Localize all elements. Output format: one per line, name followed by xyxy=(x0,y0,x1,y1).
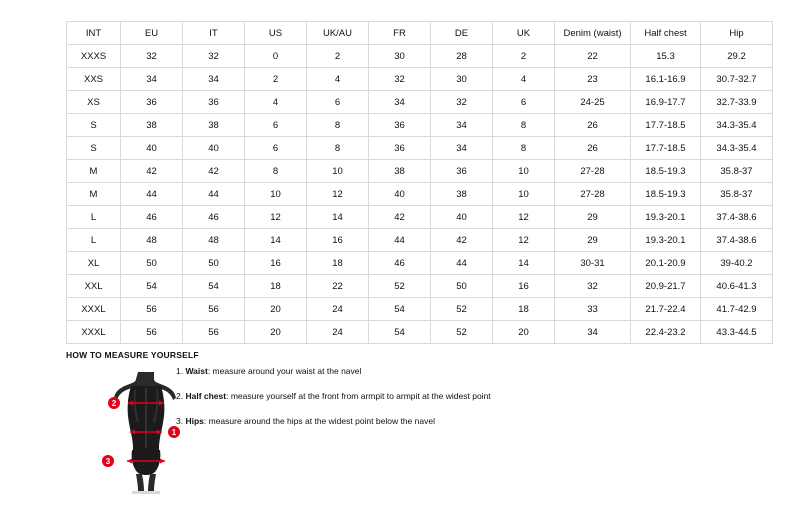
cell-int: XL xyxy=(67,252,121,275)
column-header-denim-waist: Denim (waist) xyxy=(555,22,631,45)
cell-hip: 34.3-35.4 xyxy=(701,137,773,160)
cell-uk-au: 18 xyxy=(307,252,369,275)
cell-it: 36 xyxy=(183,91,245,114)
cell-hip: 34.3-35.4 xyxy=(701,114,773,137)
hip-arrow-left xyxy=(127,459,132,464)
cell-fr: 44 xyxy=(369,229,431,252)
cell-denim-waist: 27-28 xyxy=(555,183,631,206)
cell-de: 50 xyxy=(431,275,493,298)
cell-int: S xyxy=(67,137,121,160)
cell-uk-au: 24 xyxy=(307,321,369,344)
cell-it: 32 xyxy=(183,45,245,68)
cell-it: 48 xyxy=(183,229,245,252)
cell-half-chest: 16.1-16.9 xyxy=(631,68,701,91)
table-row xyxy=(67,137,773,160)
cell-eu: 42 xyxy=(121,160,183,183)
cell-eu: 56 xyxy=(121,321,183,344)
cell-us: 16 xyxy=(245,252,307,275)
cell-int: S xyxy=(67,114,121,137)
table-row xyxy=(67,160,773,183)
badge-2-half-chest xyxy=(108,397,120,409)
cell-de: 34 xyxy=(431,137,493,160)
cell-uk: 18 xyxy=(493,298,555,321)
step-text: : measure around your waist at the navel xyxy=(207,366,362,376)
cell-denim-waist: 32 xyxy=(555,275,631,298)
cell-eu: 44 xyxy=(121,183,183,206)
cell-eu: 46 xyxy=(121,206,183,229)
cell-half-chest: 21.7-22.4 xyxy=(631,298,701,321)
cell-half-chest: 18.5-19.3 xyxy=(631,183,701,206)
cell-uk: 4 xyxy=(493,68,555,91)
cell-fr: 40 xyxy=(369,183,431,206)
step-number: 1. xyxy=(176,366,184,376)
cell-us: 20 xyxy=(245,298,307,321)
cell-it: 56 xyxy=(183,298,245,321)
cell-uk: 12 xyxy=(493,206,555,229)
cell-de: 52 xyxy=(431,321,493,344)
svg-text:1: 1 xyxy=(171,428,177,437)
cell-denim-waist: 30-31 xyxy=(555,252,631,275)
cell-half-chest: 19.3-20.1 xyxy=(631,229,701,252)
cell-half-chest: 18.5-19.3 xyxy=(631,160,701,183)
cell-uk-au: 6 xyxy=(307,91,369,114)
step-text: : measure around the hips at the widest point below the navel xyxy=(203,415,435,426)
column-header-uk: UK xyxy=(493,22,555,45)
cell-uk-au: 8 xyxy=(307,137,369,160)
column-header-half-chest: Half chest xyxy=(631,22,701,45)
cell-int: XXXL xyxy=(67,298,121,321)
cell-eu: 50 xyxy=(121,252,183,275)
cell-half-chest: 17.7-18.5 xyxy=(631,137,701,160)
table-row xyxy=(67,68,773,91)
cell-us: 0 xyxy=(245,45,307,68)
cell-fr: 36 xyxy=(369,114,431,137)
cell-half-chest: 20.1-20.9 xyxy=(631,252,701,275)
cell-half-chest: 16.9-17.7 xyxy=(631,91,701,114)
column-header-de: DE xyxy=(431,22,493,45)
cell-eu: 36 xyxy=(121,91,183,114)
step-text: : measure yourself at the front from armpit to armpit at the widest point xyxy=(226,390,491,401)
cell-it: 34 xyxy=(183,68,245,91)
cell-us: 10 xyxy=(245,183,307,206)
measure-step-half-chest xyxy=(176,391,596,403)
column-header-hip: Hip xyxy=(701,22,773,45)
cell-us: 6 xyxy=(245,114,307,137)
svg-text:2: 2 xyxy=(111,399,117,408)
cell-half-chest: 17.7-18.5 xyxy=(631,114,701,137)
cell-de: 34 xyxy=(431,114,493,137)
cell-int: XXL xyxy=(67,275,121,298)
cell-uk-au: 10 xyxy=(307,160,369,183)
cell-hip: 37.4-38.6 xyxy=(701,206,773,229)
cell-hip: 37.4-38.6 xyxy=(701,229,773,252)
cell-uk-au: 14 xyxy=(307,206,369,229)
cell-uk: 16 xyxy=(493,275,555,298)
table-row xyxy=(67,114,773,137)
cell-it: 44 xyxy=(183,183,245,206)
cell-eu: 40 xyxy=(121,137,183,160)
cell-fr: 32 xyxy=(369,68,431,91)
cell-hip: 35.8-37 xyxy=(701,183,773,206)
cell-half-chest: 15.3 xyxy=(631,45,701,68)
table-row xyxy=(67,252,773,275)
cell-int: M xyxy=(67,183,121,206)
cell-uk-au: 8 xyxy=(307,114,369,137)
measure-step-hips xyxy=(176,416,596,428)
cell-denim-waist: 29 xyxy=(555,206,631,229)
cell-int: XXXL xyxy=(67,321,121,344)
table-row xyxy=(67,45,773,68)
cell-eu: 32 xyxy=(121,45,183,68)
cell-us: 2 xyxy=(245,68,307,91)
cell-de: 36 xyxy=(431,160,493,183)
cell-uk: 12 xyxy=(493,229,555,252)
cell-fr: 52 xyxy=(369,275,431,298)
cell-de: 44 xyxy=(431,252,493,275)
cell-it: 54 xyxy=(183,275,245,298)
cell-int: XXS xyxy=(67,68,121,91)
measure-steps-list xyxy=(176,366,596,441)
column-header-fr: FR xyxy=(369,22,431,45)
cell-uk-au: 22 xyxy=(307,275,369,298)
cell-de: 30 xyxy=(431,68,493,91)
cell-us: 6 xyxy=(245,137,307,160)
cell-uk-au: 2 xyxy=(307,45,369,68)
measure-step-waist xyxy=(176,366,596,378)
cell-fr: 54 xyxy=(369,298,431,321)
how-to-measure-title: HOW TO MEASURE YOURSELF xyxy=(66,350,199,360)
cell-fr: 46 xyxy=(369,252,431,275)
cell-fr: 54 xyxy=(369,321,431,344)
cell-int: XXXS xyxy=(67,45,121,68)
cell-uk: 10 xyxy=(493,160,555,183)
cell-us: 20 xyxy=(245,321,307,344)
size-chart-table xyxy=(66,21,773,344)
table-row xyxy=(67,229,773,252)
table-row xyxy=(67,298,773,321)
table-row xyxy=(67,91,773,114)
cell-us: 18 xyxy=(245,275,307,298)
cell-eu: 38 xyxy=(121,114,183,137)
cell-de: 42 xyxy=(431,229,493,252)
cell-hip: 39-40.2 xyxy=(701,252,773,275)
badge-3-hips xyxy=(102,455,114,467)
step-term: Waist xyxy=(185,366,208,376)
cell-denim-waist: 26 xyxy=(555,114,631,137)
table-row xyxy=(67,183,773,206)
column-header-int: INT xyxy=(67,22,121,45)
cell-fr: 36 xyxy=(369,137,431,160)
cell-denim-waist: 29 xyxy=(555,229,631,252)
column-header-eu: EU xyxy=(121,22,183,45)
cell-de: 38 xyxy=(431,183,493,206)
cell-it: 38 xyxy=(183,114,245,137)
cell-denim-waist: 23 xyxy=(555,68,631,91)
svg-text:3: 3 xyxy=(105,457,111,466)
cell-eu: 34 xyxy=(121,68,183,91)
cell-fr: 38 xyxy=(369,160,431,183)
cell-hip: 29.2 xyxy=(701,45,773,68)
cell-int: L xyxy=(67,229,121,252)
cell-it: 50 xyxy=(183,252,245,275)
table-header-row xyxy=(67,22,773,45)
cell-hip: 43.3-44.5 xyxy=(701,321,773,344)
cell-half-chest: 22.4-23.2 xyxy=(631,321,701,344)
mannequin-illustration xyxy=(111,372,176,494)
cell-uk-au: 12 xyxy=(307,183,369,206)
cell-fr: 30 xyxy=(369,45,431,68)
step-number: 3. xyxy=(176,415,184,426)
cell-us: 4 xyxy=(245,91,307,114)
hip-arrow-right xyxy=(160,459,165,464)
cell-hip: 30.7-32.7 xyxy=(701,68,773,91)
cell-denim-waist: 26 xyxy=(555,137,631,160)
cell-it: 56 xyxy=(183,321,245,344)
cell-denim-waist: 24-25 xyxy=(555,91,631,114)
cell-it: 46 xyxy=(183,206,245,229)
cell-hip: 41.7-42.9 xyxy=(701,298,773,321)
table-row xyxy=(67,206,773,229)
size-chart-table-container xyxy=(66,21,757,344)
cell-us: 12 xyxy=(245,206,307,229)
cell-uk-au: 4 xyxy=(307,68,369,91)
cell-eu: 54 xyxy=(121,275,183,298)
cell-us: 14 xyxy=(245,229,307,252)
column-header-it: IT xyxy=(183,22,245,45)
table-row xyxy=(67,275,773,298)
cell-us: 8 xyxy=(245,160,307,183)
step-term: Hips xyxy=(185,415,204,426)
cell-uk: 8 xyxy=(493,137,555,160)
table-row xyxy=(67,321,773,344)
column-header-uk-au: UK/AU xyxy=(307,22,369,45)
cell-denim-waist: 34 xyxy=(555,321,631,344)
cell-de: 40 xyxy=(431,206,493,229)
cell-fr: 34 xyxy=(369,91,431,114)
cell-half-chest: 20.9-21.7 xyxy=(631,275,701,298)
cell-hip: 32.7-33.9 xyxy=(701,91,773,114)
cell-int: XS xyxy=(67,91,121,114)
cell-denim-waist: 33 xyxy=(555,298,631,321)
step-number: 2. xyxy=(176,390,184,401)
cell-eu: 56 xyxy=(121,298,183,321)
cell-de: 52 xyxy=(431,298,493,321)
cell-int: L xyxy=(67,206,121,229)
cell-eu: 48 xyxy=(121,229,183,252)
cell-de: 28 xyxy=(431,45,493,68)
cell-fr: 42 xyxy=(369,206,431,229)
cell-uk-au: 24 xyxy=(307,298,369,321)
step-term: Half chest xyxy=(185,390,227,401)
cell-hip: 35.8-37 xyxy=(701,160,773,183)
cell-uk-au: 16 xyxy=(307,229,369,252)
cell-denim-waist: 27-28 xyxy=(555,160,631,183)
cell-denim-waist: 22 xyxy=(555,45,631,68)
cell-uk: 20 xyxy=(493,321,555,344)
cell-half-chest: 19.3-20.1 xyxy=(631,206,701,229)
cell-uk: 8 xyxy=(493,114,555,137)
cell-uk: 6 xyxy=(493,91,555,114)
cell-uk: 2 xyxy=(493,45,555,68)
cell-int: M xyxy=(67,160,121,183)
cell-it: 40 xyxy=(183,137,245,160)
column-header-us: US xyxy=(245,22,307,45)
cell-uk: 14 xyxy=(493,252,555,275)
cell-hip: 40.6-41.3 xyxy=(701,275,773,298)
cell-uk: 10 xyxy=(493,183,555,206)
cell-de: 32 xyxy=(431,91,493,114)
cell-it: 42 xyxy=(183,160,245,183)
